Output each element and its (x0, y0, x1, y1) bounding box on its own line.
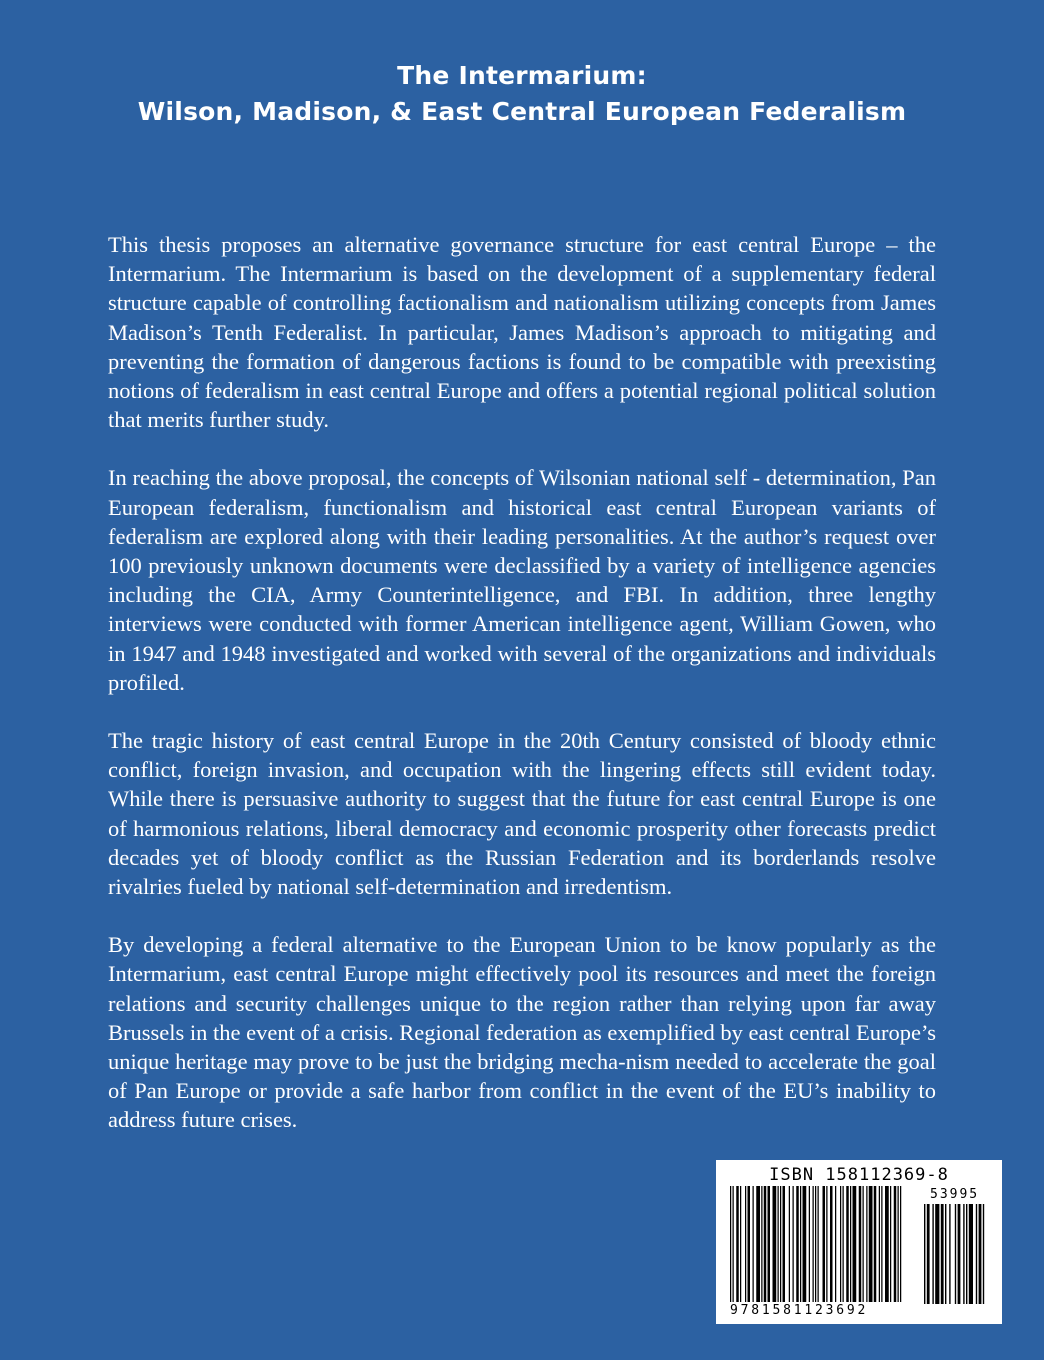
barcode-bar (740, 1186, 741, 1302)
barcode-bar (830, 1186, 833, 1302)
barcode-bar (793, 1186, 794, 1302)
barcode-bar (900, 1186, 901, 1302)
barcode-bar (815, 1186, 816, 1302)
paragraph-4: By developing a federal alternative to the European Union to be know popularly as the Intermarium, east central Europe might effectively pool its resources and meet the foreign relations and security challenges unique to the region rather than relying upon far away Brussels in the event of a crisis. Regional federation as exemplified by east central Europe’s unique heritage may prove to be just the bridging mecha-nism needed to accelerate the goal of Pan Europe or provide a safe harbor from conflict in the event of the EU’s inability to address future crises. (108, 932, 936, 1133)
barcode-bar (761, 1186, 762, 1302)
isbn-label: ISBN 158112369-8 (769, 1165, 949, 1185)
barcode-bar (840, 1186, 841, 1302)
description-text (108, 230, 936, 1164)
barcode-bar (778, 1186, 779, 1302)
barcode-bar (783, 1186, 786, 1302)
book-title (0, 58, 1044, 130)
barcode-bar (730, 1186, 731, 1302)
barcode-bar (932, 1204, 933, 1304)
barcode-bar (764, 1186, 767, 1302)
barcode-bar (924, 1204, 925, 1304)
title-line-2: Wilson, Madison, & East Central European Federalism (137, 97, 907, 126)
barcode-bar (949, 1204, 950, 1304)
barcode-bar (955, 1204, 956, 1304)
barcode-bar (800, 1186, 801, 1302)
isbn-barcode (716, 1160, 1002, 1324)
barcode-bar (894, 1186, 897, 1302)
barcode-bar (945, 1204, 946, 1304)
barcode-bar (976, 1204, 977, 1304)
barcode-bar (958, 1204, 961, 1304)
barcode-bar (745, 1186, 746, 1302)
barcode-bar (963, 1204, 964, 1304)
barcode-bar (803, 1186, 807, 1302)
barcode-bar (846, 1186, 849, 1302)
barcode-bar (736, 1186, 739, 1302)
barcode-bar (789, 1186, 790, 1302)
barcode-bar (863, 1186, 864, 1302)
barcode-bar (983, 1204, 984, 1304)
barcode-bar (809, 1186, 810, 1302)
barcode-bar (835, 1186, 836, 1302)
title-line-1: The Intermarium: (397, 61, 647, 90)
barcode-bar (966, 1204, 967, 1304)
barcode-bar (818, 1186, 819, 1302)
price-code: 53995 (930, 1187, 980, 1202)
addon-barcode-bars (924, 1204, 990, 1304)
barcode-bar (843, 1186, 844, 1302)
barcode-bar (853, 1186, 857, 1302)
barcode-bar (826, 1186, 827, 1302)
barcode-bar (885, 1186, 889, 1302)
barcode-bar (753, 1186, 754, 1302)
barcode-bar (879, 1186, 880, 1302)
barcode-bar (979, 1204, 982, 1304)
barcode-bar (850, 1186, 851, 1302)
barcode-bar (881, 1186, 882, 1302)
barcode-bar (869, 1186, 873, 1302)
barcode-bar (866, 1186, 867, 1302)
barcode-bar (969, 1204, 973, 1304)
barcode-bar (898, 1186, 899, 1302)
barcode-bar (874, 1186, 877, 1302)
paragraph-2: In reaching the above proposal, the concepts of Wilsonian national self - determination, Pan European federalism, functionalism and historical east central European variants of federalism are explored along with their leading personalities. At the author’s request over 100 previously unknown documents were declassified by a variety of intelligence agencies including the CIA, Army Counterintelligence, and FBI. In addition, three lengthy interviews were conducted with former American intelligence agent, William Gowen, who in 1947 and 1948 investigated and worked with several of the organizations and individuals profiled. (108, 465, 936, 695)
barcode-bar (927, 1204, 930, 1304)
paragraph-3: The tragic history of east central Europe in the 20th Century consisted of bloody ethnic conflict, foreign invasion, and occupation with the lingering effects still evident today. While there is persuasive authority to suggest that the future for east central Europe is one of harmonious relations, liberal democracy and economic prosperity other forecasts predict decades yet of bloody conflict as the Russian Federation and its borderlands resolve rivalries fueled by national self-determination and irredentism. (108, 728, 936, 900)
ean-digits: 9781581123692 (730, 1303, 869, 1318)
barcode-bar (890, 1186, 891, 1302)
paragraph-1: This thesis proposes an alternative governance structure for east central Europe – the Intermarium. The Intermarium is based on the development of a supplementary federal structure capable of controlling factionalism and nationalism utilizing concepts from James Madison’s Tenth Federalist. In particular, James Madison’s approach to mitigating and preventing the formation of dangerous factions is found to be compatible with preexisting notions of federalism in east central Europe and offers a potential regional political solution that merits further study. (108, 232, 936, 433)
barcode-bar (768, 1186, 771, 1302)
barcode-bar (796, 1186, 799, 1302)
barcode-bar (859, 1186, 862, 1302)
barcode-bar (935, 1204, 939, 1304)
barcode-bar (941, 1204, 944, 1304)
barcode-bar (756, 1186, 760, 1302)
barcode-bar (733, 1186, 734, 1302)
barcode-bar (813, 1186, 814, 1302)
barcode-bar (780, 1186, 781, 1302)
barcode-bar (748, 1186, 751, 1302)
barcode-bar (823, 1186, 826, 1302)
barcode-bar (773, 1186, 777, 1302)
ean-barcode-bars (730, 1186, 916, 1302)
